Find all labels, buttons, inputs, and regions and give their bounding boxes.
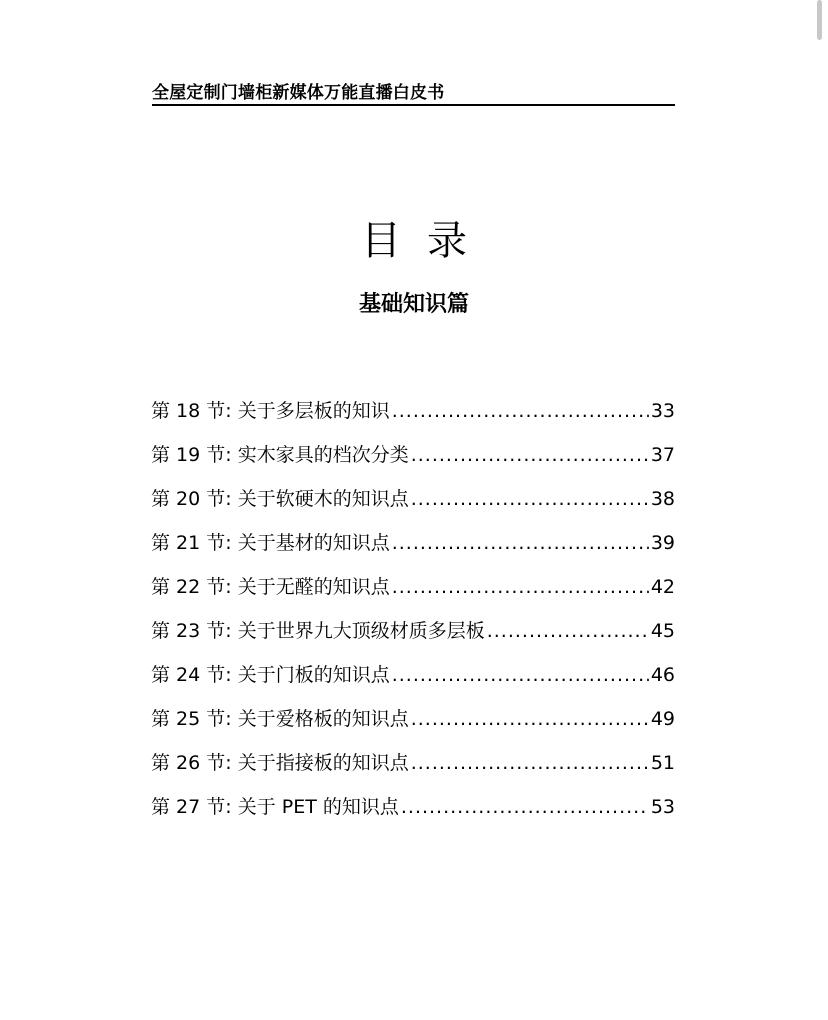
scrollbar[interactable] (817, 0, 822, 40)
toc-entry[interactable] (151, 396, 675, 440)
toc-list (151, 396, 675, 836)
toc-entry-label: 第 24 节: 关于门板的知识点 (151, 664, 390, 686)
toc-entry-label: 第 19 节: 实木家具的档次分类 (151, 444, 409, 466)
toc-entry-page: 39 (650, 532, 675, 554)
toc-entry-page: 38 (650, 488, 675, 510)
toc-entry-page: 46 (650, 664, 675, 686)
toc-entry[interactable] (151, 528, 675, 572)
toc-entry[interactable] (151, 748, 675, 792)
toc-entry[interactable] (151, 440, 675, 484)
toc-entry[interactable] (151, 484, 675, 528)
toc-entry-label: 第 27 节: 关于 PET 的知识点 (151, 796, 399, 818)
toc-leader-dots (411, 748, 649, 778)
toc-entry-page: 49 (650, 708, 675, 730)
toc-entry[interactable] (151, 616, 675, 660)
toc-entry-page: 42 (650, 576, 675, 598)
toc-title: 目录 (361, 218, 493, 264)
toc-leader-dots (411, 484, 649, 514)
toc-leader-dots (401, 792, 649, 822)
toc-entry[interactable] (151, 660, 675, 704)
toc-entry-label: 第 18 节: 关于多层板的知识 (151, 400, 390, 422)
toc-leader-dots (392, 572, 649, 602)
toc-leader-dots (392, 660, 649, 690)
toc-entry-page: 51 (650, 752, 675, 774)
toc-entry[interactable] (151, 792, 675, 836)
page-header (152, 78, 675, 106)
toc-entry-page: 53 (650, 796, 675, 818)
toc-leader-dots (392, 528, 649, 558)
header-title: 全屋定制门墙柜新媒体万能直播白皮书 (152, 83, 445, 103)
toc-leader-dots (411, 440, 649, 470)
toc-entry-label: 第 25 节: 关于爱格板的知识点 (151, 708, 409, 730)
toc-entry-label: 第 22 节: 关于无醛的知识点 (151, 576, 390, 598)
toc-subtitle: 基础知识篇 (358, 292, 469, 317)
toc-entry-label: 第 23 节: 关于世界九大顶级材质多层板 (151, 620, 485, 642)
toc-entry-label: 第 20 节: 关于软硬木的知识点 (151, 488, 409, 510)
toc-leader-dots (392, 396, 649, 426)
toc-entry[interactable] (151, 572, 675, 616)
toc-entry-page: 45 (650, 620, 675, 642)
toc-leader-dots (411, 704, 649, 734)
toc-entry-label: 第 26 节: 关于指接板的知识点 (151, 752, 409, 774)
toc-entry-label: 第 21 节: 关于基材的知识点 (151, 532, 390, 554)
toc-leader-dots (487, 616, 649, 646)
toc-entry-page: 37 (650, 444, 675, 466)
toc-entry-page: 33 (650, 400, 675, 422)
toc-entry[interactable] (151, 704, 675, 748)
